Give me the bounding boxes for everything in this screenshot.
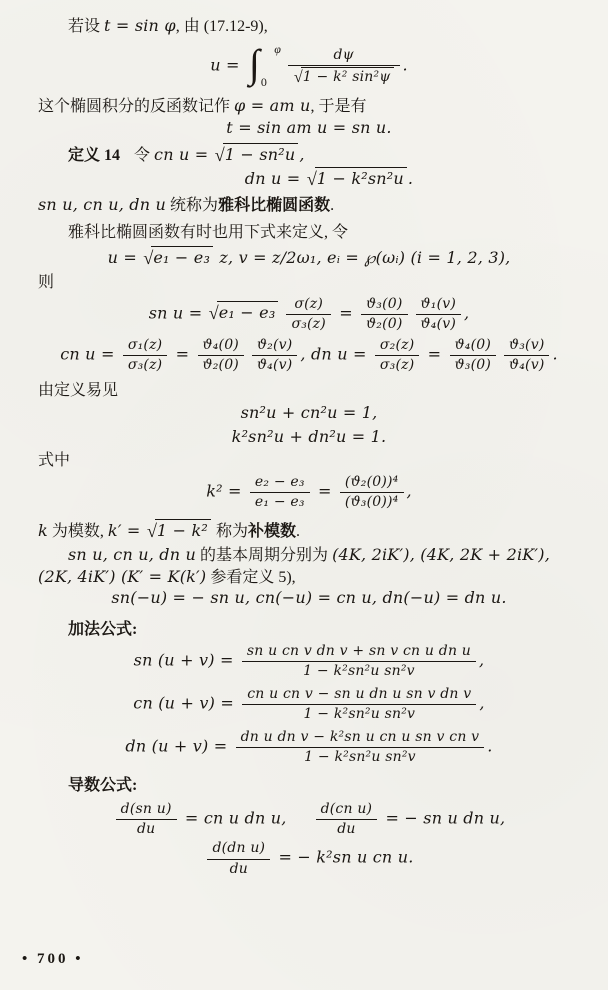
formula-dsn-dcn	[38, 801, 580, 838]
formula-k2sn2-dn2	[38, 427, 580, 449]
text-run: = − sn u dn u,	[380, 808, 506, 828]
text-run: cn u =	[154, 145, 214, 165]
text-run: 加法公式:	[68, 621, 138, 639]
text-run: φ = am u	[234, 95, 311, 115]
text-run: sn (u + v) =	[133, 650, 239, 670]
text-run: cn (u + v) =	[133, 693, 240, 713]
text-run: , 于是有	[310, 97, 367, 115]
line-alt-definition-intro	[38, 223, 580, 244]
fraction	[198, 337, 244, 374]
radical	[147, 519, 211, 543]
text-run: 1 − k²sn²u sn²v	[304, 749, 416, 766]
fraction-denominator	[252, 356, 297, 374]
text-run: sn u =	[148, 303, 208, 323]
text-run: 则	[38, 274, 55, 292]
text-run: cn u =	[60, 344, 120, 364]
fraction-numerator	[116, 801, 177, 820]
radicand	[301, 67, 394, 86]
fraction-numerator	[207, 840, 270, 859]
text-run: t = sin φ	[104, 16, 176, 35]
text-run: .	[402, 55, 408, 75]
fraction-numerator	[340, 474, 404, 493]
fraction-numerator	[242, 643, 476, 662]
text-run: du	[337, 821, 356, 838]
text-run: k	[38, 520, 48, 540]
radicand	[155, 519, 211, 543]
text-run: 雅科比椭圆函数	[218, 196, 331, 214]
text-run: u =	[107, 247, 143, 267]
line-then	[38, 273, 580, 294]
fraction-denominator	[198, 356, 244, 374]
text-run: .	[330, 196, 335, 214]
text-run: k²sn²u + dn²u = 1.	[231, 427, 387, 447]
text-run: ϑ₄(v)	[420, 316, 456, 333]
fraction-denominator	[123, 356, 167, 374]
text-run: dn u dn v − k²sn u cn u sn v cn v	[240, 729, 480, 746]
formula-dn-definition	[58, 167, 600, 191]
text-run: sn u cn v dn v + sn v cn u dn u	[246, 642, 472, 659]
radical-sign-icon: √	[208, 303, 219, 324]
fraction	[242, 643, 476, 680]
text-run: .	[296, 522, 301, 540]
text-run: 令	[134, 147, 155, 165]
fraction-denominator	[116, 820, 177, 838]
radicand	[315, 167, 407, 191]
radicand	[223, 143, 299, 167]
text-run: d(sn u)	[120, 801, 172, 818]
radical-sign-icon: √	[146, 520, 157, 541]
integral-upper-limit: φ	[274, 41, 281, 56]
text-run: 雅科比椭圆函数有时也用下式来定义, 令	[68, 223, 349, 241]
text-run: 1 − k²sn²u sn²v	[303, 706, 416, 723]
fraction	[340, 474, 404, 511]
text-run: 1 − k²sn²u	[316, 169, 404, 189]
fraction-numerator	[361, 296, 407, 315]
fraction-denominator	[242, 705, 476, 723]
text-run: dψ	[333, 47, 354, 64]
text-run: (4K, 2iK′), (4K, 2K + 2iK′),	[332, 544, 550, 564]
text-run: sn²u + cn²u = 1,	[240, 403, 378, 423]
page-content	[38, 16, 580, 878]
text-run: σ₁(z)	[127, 337, 163, 354]
fraction-denominator	[288, 66, 400, 86]
text-run: e₁ − e₃	[153, 247, 211, 267]
formula-cn-addition	[38, 686, 580, 723]
formula-cn-dn-theta	[38, 337, 580, 374]
fraction-numerator	[242, 686, 476, 705]
radical-sign-icon: √	[306, 169, 317, 190]
fraction-numerator	[250, 474, 310, 493]
text-run: σ₂(z)	[379, 337, 415, 354]
text-run: 式中	[38, 451, 71, 469]
text-run: 1 − k²	[156, 520, 208, 540]
fraction-numerator	[252, 337, 297, 356]
text-run: σ₃(z)	[291, 316, 326, 333]
radical	[209, 301, 279, 325]
text-run: t = sin am u = sn u.	[226, 117, 392, 137]
fraction	[504, 337, 549, 374]
text-run: ,	[406, 481, 412, 500]
text-run: dn u =	[244, 169, 306, 189]
text-run: ϑ₂(v)	[256, 337, 293, 354]
text-run: ϑ₃(0)	[366, 296, 403, 313]
text-run: ϑ₂(0)	[366, 316, 403, 333]
text-run: du	[136, 821, 156, 838]
page-number: • 700 •	[22, 951, 84, 967]
fraction	[375, 337, 419, 374]
text-run: ϑ₄(0)	[454, 337, 492, 354]
text-run: e₁ − e₃	[254, 493, 305, 510]
formula-sn-theta	[38, 296, 580, 333]
fraction	[236, 729, 485, 766]
text-run: σ(z)	[294, 296, 323, 313]
text-run: (2K, 4iK′) (K′ = K(k′)	[38, 566, 207, 586]
fraction	[207, 840, 270, 877]
fraction-numerator	[375, 337, 419, 356]
formula-sn-addition	[38, 643, 580, 680]
text-run: cn u cn v − sn u dn u sn v dn v	[247, 686, 472, 703]
line-if-let-t	[38, 16, 580, 38]
fraction	[450, 337, 496, 374]
radical	[143, 246, 213, 270]
text-run: du	[229, 860, 249, 877]
fraction-numerator	[236, 729, 485, 748]
radical	[215, 143, 299, 167]
radicand	[217, 301, 279, 325]
integral-sign-icon: ∫ φ 0	[248, 40, 281, 90]
text-run: ϑ₃(0)	[454, 357, 492, 374]
fraction	[250, 474, 310, 511]
text-run: = − k²sn u cn u.	[273, 847, 414, 867]
text-run: 定义 14	[68, 147, 121, 165]
fraction-numerator	[416, 296, 461, 315]
line-modulus	[38, 519, 580, 543]
radical-sign-icon: √	[214, 145, 225, 166]
text-run: 导数公式:	[68, 777, 138, 795]
text-run: =	[312, 481, 337, 500]
fraction-denominator	[416, 315, 461, 333]
text-run: 若设	[68, 18, 105, 35]
text-run: .	[487, 736, 493, 756]
fraction-denominator	[250, 493, 310, 511]
fraction-numerator	[288, 47, 400, 66]
fraction	[123, 337, 167, 374]
fraction-numerator	[123, 337, 167, 356]
integral-lower-limit: 0	[260, 75, 267, 90]
fraction-denominator	[236, 748, 485, 766]
fraction	[361, 296, 407, 333]
text-run: 1 − k² sin²ψ	[302, 69, 391, 86]
text-run: .	[552, 344, 558, 364]
fraction-numerator	[450, 337, 496, 356]
fraction	[288, 47, 400, 86]
fraction-denominator	[361, 315, 407, 333]
text-run: 参看定义 5),	[206, 568, 296, 586]
text-run: , dn u =	[300, 344, 372, 364]
radical-sign-icon: √	[293, 69, 303, 87]
text-run: sn u, cn u, dn u	[38, 194, 167, 214]
formula-ddn	[38, 840, 580, 877]
text-run: 1 − sn²u	[224, 145, 296, 165]
formula-dn-addition	[38, 729, 580, 766]
text-run: σ₃(z)	[127, 357, 163, 374]
line-inverse-function	[38, 96, 580, 118]
fraction-denominator	[286, 315, 330, 333]
formula-t-sinam	[38, 118, 580, 140]
formula-parity	[38, 588, 580, 610]
text-run: k² =	[206, 481, 247, 500]
formula-u-elliptic-integral	[38, 40, 580, 90]
text-run: ,	[479, 693, 485, 713]
text-run: d(dn u)	[212, 840, 266, 857]
radical	[307, 167, 407, 191]
text-run: ϑ₄(v)	[509, 357, 545, 374]
formula-u-v-e-substitution	[38, 246, 580, 270]
text-run: u =	[210, 55, 245, 75]
text-run: ,	[299, 145, 305, 165]
text-run: 称为	[212, 522, 249, 540]
fraction-denominator	[207, 860, 270, 878]
text-run: 补模数	[248, 522, 297, 540]
fraction-numerator	[316, 801, 378, 820]
fraction	[416, 296, 461, 333]
line-periods-2	[38, 567, 580, 589]
text-run: (ϑ₃(0))⁴	[344, 493, 399, 510]
text-run: sn(−u) = − sn u, cn(−u) = cn u, dn(−u) = dn u.	[111, 588, 507, 608]
fraction-denominator	[450, 356, 496, 374]
text-run: e₁ − e₃	[218, 303, 276, 323]
text-run: σ₃(z)	[379, 357, 415, 374]
radical	[294, 67, 394, 86]
text-run: , 由 (17.12-9),	[175, 18, 268, 35]
fraction-denominator	[375, 356, 419, 374]
fraction-numerator	[286, 296, 330, 315]
fraction-numerator	[504, 337, 549, 356]
fraction-denominator	[242, 662, 476, 680]
line-where	[38, 451, 580, 472]
fraction-denominator	[340, 493, 404, 511]
text-run: ,	[464, 303, 470, 323]
text-run: =	[333, 303, 359, 323]
text-run: 统称为	[166, 196, 219, 214]
line-periods-1	[38, 545, 580, 567]
text-run: k′ =	[107, 520, 146, 540]
text-run: (ϑ₂(0))⁴	[344, 473, 399, 490]
text-run: 1 − k²sn²u sn²v	[303, 663, 415, 679]
fraction	[316, 801, 378, 838]
text-run: 为模数,	[47, 522, 108, 540]
fraction	[286, 296, 330, 333]
formula-sn2-cn2	[38, 403, 580, 425]
text-run: 的基本周期分别为	[196, 546, 333, 564]
text-run: =	[170, 344, 195, 364]
text-run: = cn u dn u,	[179, 808, 287, 828]
text-run: ϑ₃(v)	[509, 337, 545, 354]
text-run: ,	[479, 650, 485, 670]
fraction-denominator	[316, 820, 378, 838]
fraction-numerator	[198, 337, 244, 356]
text-run: =	[422, 344, 447, 364]
line-derivative-title	[38, 776, 580, 797]
text-run: 由定义易见	[38, 381, 119, 399]
text-run: .	[407, 169, 414, 189]
text-run: e₂ − e₃	[254, 473, 305, 490]
line-addition-title	[38, 620, 580, 641]
text-run: ϑ₄(v)	[256, 357, 293, 374]
line-definition-14-cn	[38, 143, 580, 167]
fraction	[242, 686, 476, 723]
text-run: sn u, cn u, dn u	[68, 544, 197, 564]
text-run: 这个椭圆积分的反函数记作	[38, 97, 235, 115]
text-run: ϑ₂(0)	[202, 357, 239, 374]
formula-k2-ratio	[38, 474, 580, 511]
line-jacobi-naming	[38, 195, 580, 217]
text-run: dn (u + v) =	[125, 736, 233, 756]
radical-sign-icon: √	[143, 247, 154, 268]
text-run: ϑ₁(v)	[420, 296, 456, 313]
fraction	[116, 801, 177, 838]
text-run: ϑ₄(0)	[202, 337, 239, 354]
text-run: z, v = z/2ω₁, eᵢ = ℘(ωᵢ) (i = 1, 2, 3),	[214, 247, 511, 267]
fraction	[252, 337, 297, 374]
text-run: d(cn u)	[320, 801, 373, 818]
radicand	[151, 246, 213, 270]
line-from-definition	[38, 381, 580, 402]
fraction-denominator	[504, 356, 549, 374]
